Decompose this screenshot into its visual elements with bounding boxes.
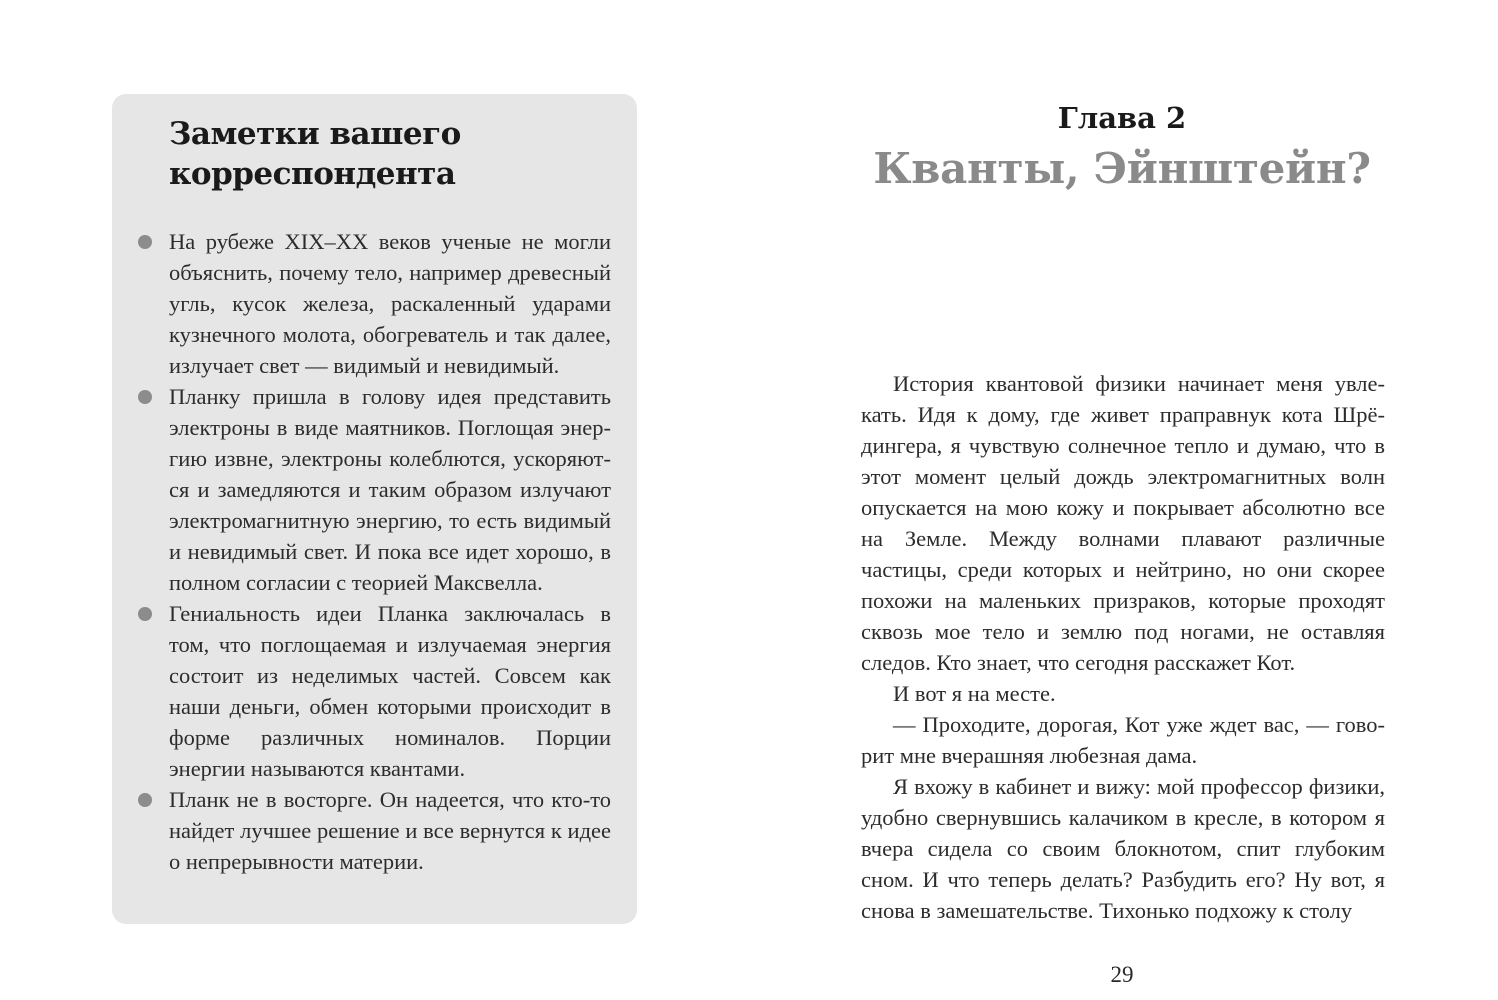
note-text: Планк не в восторге. Он надеется, что кто-то найдет лучшее решение и все вернутся к идее о непрерывности материи. (169, 787, 611, 874)
chapter-number: Глава 2 (1057, 101, 1187, 135)
note-item (136, 784, 611, 877)
body-paragraph: Я вхожу в кабинет и вижу: мой профессор физики, удобно свернувшись калачиком в кресле, в котором я вчера сидела со своим блокнотом, спит глубоким сном. И что теперь делать? Разбудить его? Ну вот, я снова в замешательстве. Тихонько подхожу к столу (861, 774, 1385, 923)
body-paragraph: — Проходите, дорогая, Кот уже ждет вас, — говорит мне вчерашняя любезная дама. (861, 712, 1385, 768)
note-text: Гениальность идеи Планка заключалась в том, что поглощаемая и излучаемая энергия состоит из неделимых частей. Совсем как наши деньги, обмен которыми происходит в форме различных номиналов. Порции энергии называются квантами. (169, 601, 611, 781)
note-item (136, 598, 611, 784)
note-item (136, 226, 611, 381)
page-number: 29 (1110, 962, 1134, 987)
note-text: Планку пришла в голову идея представить электроны в виде маятников. Поглощая энергию извне, электроны колеблются, ускоряются и замедляются и таким образом излучают электромагнитную энергию, то есть видимый и невидимый свет. И пока все идет хорошо, в полном согласии с теорией Максвелла. (169, 384, 611, 595)
chapter-body-text (861, 368, 1385, 926)
note-text: На рубеже XIX–XX веков ученые не могли объяснить, почему тело, например древесный угль, кусок железа, раскаленный ударами кузнечного молота, обогреватель и так далее, излучает свет — видимый и невидимый. (169, 229, 611, 378)
correspondent-notes-box (112, 94, 637, 924)
bullet-icon (138, 235, 152, 249)
note-item (136, 381, 611, 598)
bullet-icon (138, 793, 152, 807)
bullet-icon (138, 390, 152, 404)
notes-title: Заметки вашего корреспондента (169, 116, 461, 192)
body-paragraph: И вот я на месте. (893, 681, 1056, 706)
body-paragraph: История квантовой физики начинает меня увлекать. Идя к дому, где живет праправнук кота Шрёдингера, я чувствую солнечное тепло и думаю, что в этот момент целый дождь электромагнитных волн опускается на мою кожу и покрывает абсолютно все на Земле. Между волнами плавают различные частицы, среди которых и нейтрино, но они скорее похожи на маленьких призраков, которые проходят сквозь мое тело и землю под ногами, не оставляя следов. Кто знает, что сегодня расскажет Кот. (861, 371, 1385, 675)
chapter-title: Кванты, Эйнштейн? (873, 144, 1371, 193)
notes-list (136, 226, 611, 877)
bullet-icon (138, 607, 152, 621)
